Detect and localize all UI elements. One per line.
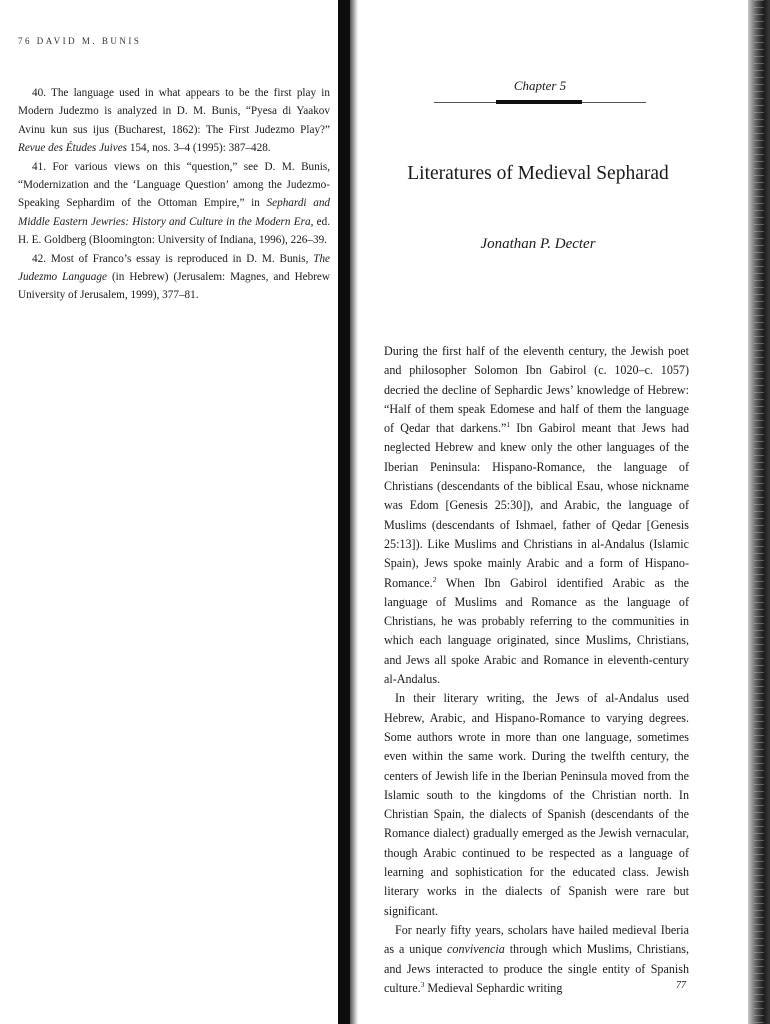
footnote-41: [18, 158, 330, 250]
paragraph-3-text-b: through which Muslims, Christians, and Jews interacted to produce the single entity of Spanish culture.: [384, 942, 689, 995]
chapter-rule-bar: [496, 100, 582, 104]
footnote-40-text-a: 40. The language used in what appears to be the first play in Modern Judezmo is analyzed in D. M. Bunis, “Pyesa di Yaakov Avinu kun sus ijus (Bucharest, 1862): The First Judezmo Play?”: [18, 87, 330, 136]
footnote-42: [18, 250, 330, 305]
binding-shadow: [350, 0, 358, 1024]
footnote-40-journal: Revue des Études Juives: [18, 142, 128, 155]
note-ref-2: 2: [432, 574, 437, 584]
paragraph-3: [384, 921, 689, 998]
footnote-41-text-a: 41. For various views on this “question,” see D. M. Bunis, “Modernization and the ‘Language Question’ among the Judezmo-Speaking Sephardim of the Ottoman Empire,” in: [18, 160, 330, 210]
note-ref-1: 1: [506, 420, 511, 430]
paragraph-1-text-a: During the first half of the eleventh century, the Jewish poet and philosopher Solomon Ibn Gabirol (c. 1020–c. 1057) decried the decline of Sephardic Jews’ knowledge of Hebrew: “Half of them speak Edomese and half of them the language of Qedar that darkens.”: [384, 344, 689, 436]
footnote-40-text-b: 154, nos. 3–4 (1995): 387–428.: [127, 142, 271, 155]
running-head: 76 DAVID M. BUNIS: [18, 36, 142, 46]
footnote-41-text-b: , ed. H. E. Goldberg (Bloomington: University of Indiana, 1996), 226–39.: [18, 215, 331, 247]
page-number: 77: [676, 980, 686, 991]
chapter-author: Jonathan P. Decter: [480, 236, 596, 252]
paragraph-2: [384, 689, 689, 921]
paragraph-1-text-c: When Ibn Gabirol identified Arabic as the language of Muslims and Romance as the language of Christians, he was probably referring to the communities in which each language originated, since Muslims, Christians, and Jews all spoke Arabic and Romance in eleventh-century al-Andalus.: [384, 575, 689, 687]
note-ref-3: 3: [420, 979, 425, 989]
paragraph-3-text-c: Medieval Sephardic writing: [424, 980, 563, 995]
footnote-40: [18, 84, 330, 158]
footnote-41-book: Sephardi and Middle Eastern Jewries: History and Culture in the Modern Era: [18, 197, 331, 228]
chapter-title: Literatures of Medieval Sepharad: [407, 163, 669, 184]
footnote-42-book: The Judezmo Language: [18, 252, 330, 284]
footnotes: [18, 84, 330, 305]
page-edge-texture: [754, 0, 764, 1024]
paragraph-3-text-a: For nearly fifty years, scholars have hailed medieval Iberia as a unique: [384, 922, 689, 957]
paragraph-2-text: In their literary writing, the Jews of al-Andalus used Hebrew, Arabic, and Hispano-Romance to varying degrees. Some authors wrote in more than one language, sometimes even within the same work. During the twelfth century, the centers of Jewish life in the Iberian Peninsula moved from the Islamic south to the kingdoms of the Christian north. In Christian Spain, the dialects of Spanish (descendants of the Romance dialect) gradually emerged as the Jewish vernacular, though Arabic continued to be respected as a language of learning and sophistication for the educated class. Jewish literary works in the dialects of Spanish were rare but significant.: [384, 691, 689, 918]
binding-gutter: [338, 0, 350, 1024]
footnote-42-text-a: 42. Most of Franco’s essay is reproduced in D. M. Bunis,: [32, 252, 314, 265]
footnote-42-text-b: (in Hebrew) (Jerusalem: Magnes, and Hebrew University of Jerusalem, 1999), 377–81.: [18, 271, 330, 302]
paragraph-3-italic: convivencia: [447, 942, 505, 957]
body-text: [384, 342, 689, 998]
chapter-label: Chapter 5: [513, 78, 567, 93]
paragraph-1: [384, 342, 689, 689]
paragraph-1-text-b: Ibn Gabirol meant that Jews had neglected Hebrew and knew only the other languages of the Iberian Peninsula: Hispano-Romance, the language of Christians (descendants of the biblical Esau, whose nickname was Edom [Genesis 25:30]), and Arabic, the language of Muslims (descendants of Ishmael, father of Qedar [Genesis 25:13]). Like Muslims and Christians in al-Andalus (Islamic Spain), Jews spoke mainly Arabic and a form of Hispano-Romance.: [384, 421, 689, 590]
